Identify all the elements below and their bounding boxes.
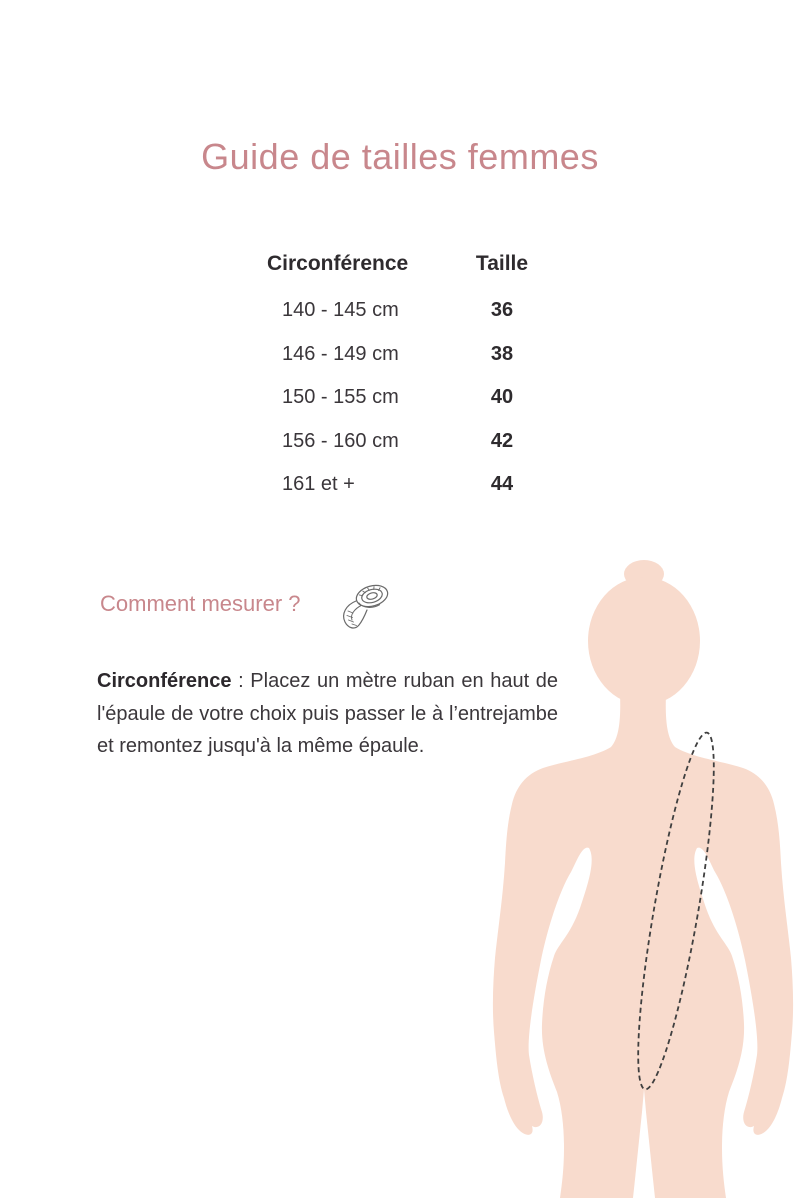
circumference-cell: 146 - 149 cm <box>282 342 399 365</box>
instruction-term: Circonférence <box>97 670 232 692</box>
table-row <box>267 289 577 333</box>
table-row <box>267 420 577 464</box>
table-row <box>267 376 577 420</box>
how-to-measure-heading: Comment mesurer ? <box>100 591 301 616</box>
table-row <box>267 333 577 377</box>
size-cell: 40 <box>490 386 514 409</box>
size-table-header-row <box>267 252 577 276</box>
circumference-cell: 150 - 155 cm <box>282 386 399 409</box>
circumference-cell: 156 - 160 cm <box>282 429 399 452</box>
circumference-cell: 161 et + <box>282 473 355 496</box>
circumference-cell: 140 - 145 cm <box>282 299 399 322</box>
column-header-size: Taille <box>475 252 529 275</box>
size-cell: 36 <box>490 299 514 322</box>
size-cell: 38 <box>490 342 514 365</box>
measuring-tape-icon <box>338 580 394 636</box>
size-table <box>267 252 577 507</box>
head <box>588 577 700 705</box>
column-header-circumference: Circonférence <box>267 252 409 275</box>
page-title: Guide de tailles femmes <box>201 136 599 178</box>
body-shape <box>493 694 793 1198</box>
table-row <box>267 463 577 507</box>
woman-silhouette <box>480 540 800 1198</box>
instruction-text: : Placez un mètre ruban en haut de l'épaule de votre choix puis passer le à l’entrejambe et remontez jusqu'à la même épaule. <box>97 670 558 757</box>
size-cell: 42 <box>490 429 514 452</box>
size-cell: 44 <box>490 473 514 496</box>
